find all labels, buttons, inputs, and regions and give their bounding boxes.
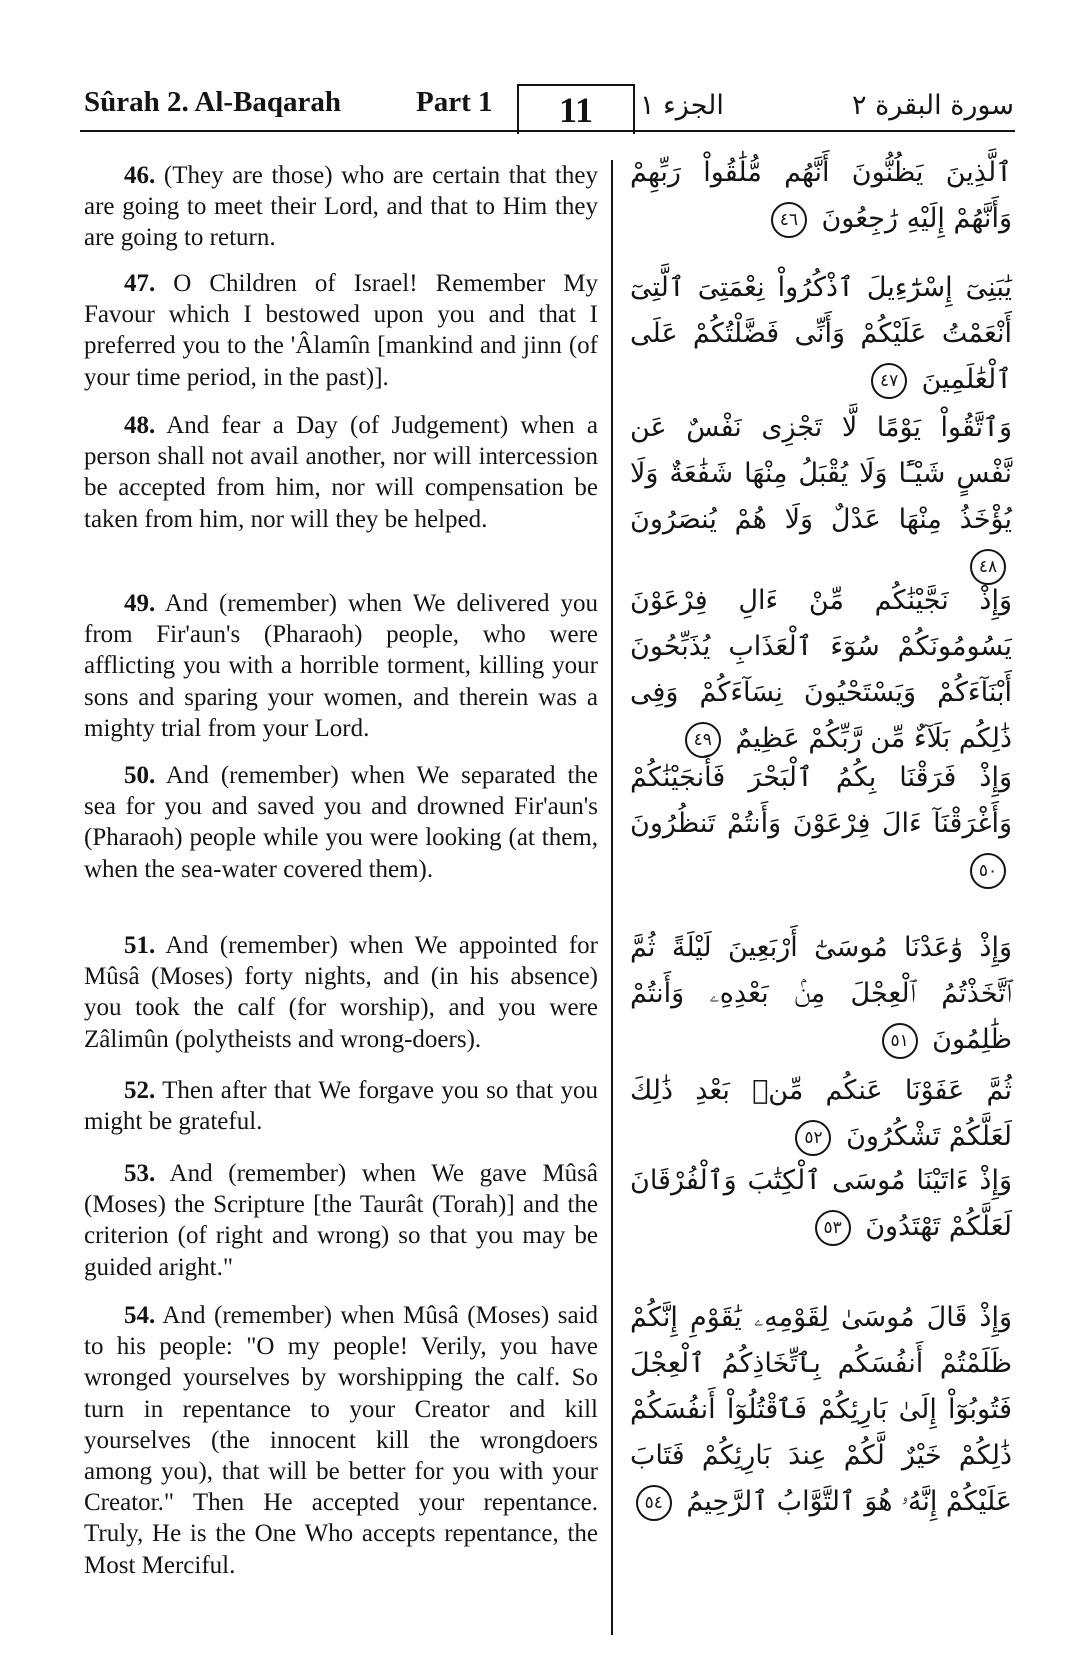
- verse-number: 47.: [124, 270, 156, 297]
- translation-verse-46: [84, 160, 598, 254]
- verse-number: 50.: [124, 762, 156, 789]
- ayah-number-mark: ٥١: [882, 1023, 918, 1059]
- column-divider: [611, 160, 613, 1635]
- arabic-ayah-50: [630, 755, 1012, 893]
- part-label-english: Part 1: [416, 86, 493, 118]
- translation-verse-49: [84, 588, 598, 744]
- ayah-number-mark: ٥٢: [795, 1120, 831, 1156]
- arabic-ayah-49: [630, 578, 1012, 762]
- verse-text: And (remember) when We appointed for Mûsâ (Moses) forty nights, and (in his absence) you took the calf (for worship), and you were Zâlimûn (polytheists and wrong-doers).: [84, 932, 598, 1053]
- arabic-text: يَٰبَنِىٓ إِسْرَٰٓءِيلَ ٱذْكُرُواْ نِعْمَتِىَ ٱلَّتِىٓ أَنْعَمْتُ عَلَيْكُمْ وَأَنِّى فَضَّلْتُكُمْ عَلَى ٱلْعَٰلَمِينَ: [630, 272, 1012, 395]
- verse-text: And (remember) when We separated the sea for you and saved you and drowned Fir'aun's (Pharaoh) people while you were looking (at them, when the sea-water covered them).: [84, 762, 598, 883]
- arabic-text: وَٱتَّقُواْ يَوْمًا لَّا تَجْزِى نَفْسٌ عَن نَّفْسٍ شَيْـًٔا وَلَا يُقْبَلُ مِنْهَا شَفَٰعَةٌ وَلَا يُؤْخَذُ مِنْهَا عَدْلٌ وَلَا هُمْ يُنصَرُونَ: [630, 412, 1012, 535]
- verse-number: 54.: [124, 1302, 156, 1329]
- translation-verse-53: [84, 1158, 598, 1283]
- part-label-arabic: الجزء ١: [640, 90, 724, 121]
- translation-verse-48: [84, 410, 598, 535]
- verse-text: O Children of Israel! Remember My Favour which I bestowed upon you and that I preferred you to the 'Âlamîn [mankind and jinn (of your time period, in the past)].: [84, 270, 599, 391]
- verse-number: 53.: [124, 1160, 156, 1187]
- verse-number: 52.: [124, 1077, 156, 1104]
- ayah-number-mark: ٤٧: [871, 363, 907, 399]
- arabic-text: ٱلَّذِينَ يَظُنُّونَ أَنَّهُم مُّلَٰقُواْ رَبِّهِمْ وَأَنَّهُمْ إِلَيْهِ رَٰجِعُونَ: [630, 157, 1012, 234]
- ayah-number-mark: ٤٨: [970, 549, 1006, 585]
- ayah-number-mark: ٤٩: [685, 722, 721, 758]
- arabic-text: وَإِذْ وَٰعَدْنَا مُوسَىٰٓ أَرْبَعِينَ لَيْلَةً ثُمَّ ٱتَّخَذْتُمُ ٱلْعِجْلَ مِنۢ بَعْدِهِۦ وَأَنتُمْ ظَٰلِمُونَ: [630, 932, 1012, 1055]
- page-header: [0, 0, 1080, 135]
- verse-number: 49.: [124, 590, 156, 617]
- header-rule: [80, 130, 1015, 132]
- verse-text: And fear a Day (of Judgement) when a person shall not avail another, nor will intercession be accepted from him, nor will compensation be taken from him, nor will they be helped.: [84, 412, 598, 533]
- arabic-text: وَإِذْ قَالَ مُوسَىٰ لِقَوْمِهِۦ يَٰقَوْمِ إِنَّكُمْ ظَلَمْتُمْ أَنفُسَكُم بِٱتِّخَاذِكُمُ ٱلْعِجْلَ فَتُوبُوٓاْ إِلَىٰ بَارِئِكُمْ فَٱقْتُلُوٓاْ أَنفُسَكُمْ ذَٰلِكُمْ خَيْرٌ لَّكُمْ عِندَ بَارِئِكُمْ فَتَابَ عَلَيْكُمْ إِنَّهُۥ هُوَ ٱلتَّوَّابُ ٱلرَّحِيمُ: [630, 1302, 1012, 1517]
- surah-title-arabic: سورة البقرة ٢: [851, 90, 1014, 121]
- translation-verse-54: [84, 1300, 598, 1581]
- verse-text: Then after that We forgave you so that you might be grateful.: [84, 1077, 598, 1136]
- verse-number: 51.: [124, 932, 156, 959]
- arabic-ayah-53: [630, 1158, 1012, 1250]
- ayah-number-mark: ٤٦: [771, 202, 807, 238]
- translation-verse-51: [84, 930, 598, 1055]
- arabic-ayah-48: [630, 405, 1012, 589]
- verse-text: And (remember) when Mûsâ (Moses) said to his people: "O my people! Verily, you have wronged yourselves by worshipping the calf. So turn in repentance to your Creator and kill yourselves (the innocent kill the wrongdoers among you), that will be better for you with your Creator." Then He accepted your repentance. Truly, He is the One Who accepts repentance, the Most Merciful.: [84, 1302, 598, 1579]
- translation-verse-50: [84, 760, 598, 885]
- verse-number: 46.: [124, 162, 156, 189]
- translation-verse-47: [84, 268, 598, 393]
- arabic-ayah-47: [630, 265, 1012, 403]
- arabic-ayah-54: [630, 1295, 1012, 1525]
- verse-text: And (remember) when We delivered you from Fir'aun's (Pharaoh) people, who were afflicting you with a horrible torment, killing your sons and sparing your women, and therein was a mighty trial from your Lord.: [84, 590, 598, 742]
- arabic-ayah-51: [630, 925, 1012, 1063]
- verse-text: (They are those) who are certain that they are going to meet their Lord, and that to Him they are going to return.: [84, 162, 598, 252]
- arabic-text: ثُمَّ عَفَوْنَا عَنكُم مِّنۢ بَعْدِ ذَٰلِكَ لَعَلَّكُمْ تَشْكُرُونَ: [630, 1075, 1012, 1152]
- verse-number: 48.: [124, 412, 156, 439]
- arabic-text: وَإِذْ نَجَّيْنَٰكُم مِّنْ ءَالِ فِرْعَوْنَ يَسُومُونَكُمْ سُوٓءَ ٱلْعَذَابِ يُذَبِّحُونَ أَبْنَآءَكُمْ وَيَسْتَحْيُونَ نِسَآءَكُمْ وَفِى ذَٰلِكُم بَلَآءٌ مِّن رَّبِّكُمْ عَظِيمٌ: [630, 585, 1012, 754]
- ayah-number-mark: ٥٣: [815, 1210, 851, 1246]
- page-number-box: [517, 84, 635, 134]
- arabic-text: وَإِذْ فَرَقْنَا بِكُمُ ٱلْبَحْرَ فَأَنجَيْنَٰكُمْ وَأَغْرَقْنَآ ءَالَ فِرْعَوْنَ وَأَنتُمْ تَنظُرُونَ: [630, 762, 1012, 839]
- page-number: 11: [558, 90, 593, 130]
- translation-verse-52: [84, 1075, 598, 1137]
- surah-title-english: Sûrah 2. Al-Baqarah: [84, 86, 342, 118]
- arabic-text: وَإِذْ ءَاتَيْنَا مُوسَى ٱلْكِتَٰبَ وَٱلْفُرْقَانَ لَعَلَّكُمْ تَهْتَدُونَ: [630, 1165, 1012, 1242]
- verse-text: And (remember) when We gave Mûsâ (Moses) the Scripture [the Taurât (Torah)] and the criterion (of right and wrong) so that you may be guided aright.": [84, 1160, 598, 1281]
- ayah-number-mark: ٥٠: [970, 853, 1006, 889]
- arabic-ayah-46: [630, 150, 1012, 242]
- arabic-ayah-52: [630, 1068, 1012, 1160]
- ayah-number-mark: ٥٤: [636, 1485, 672, 1521]
